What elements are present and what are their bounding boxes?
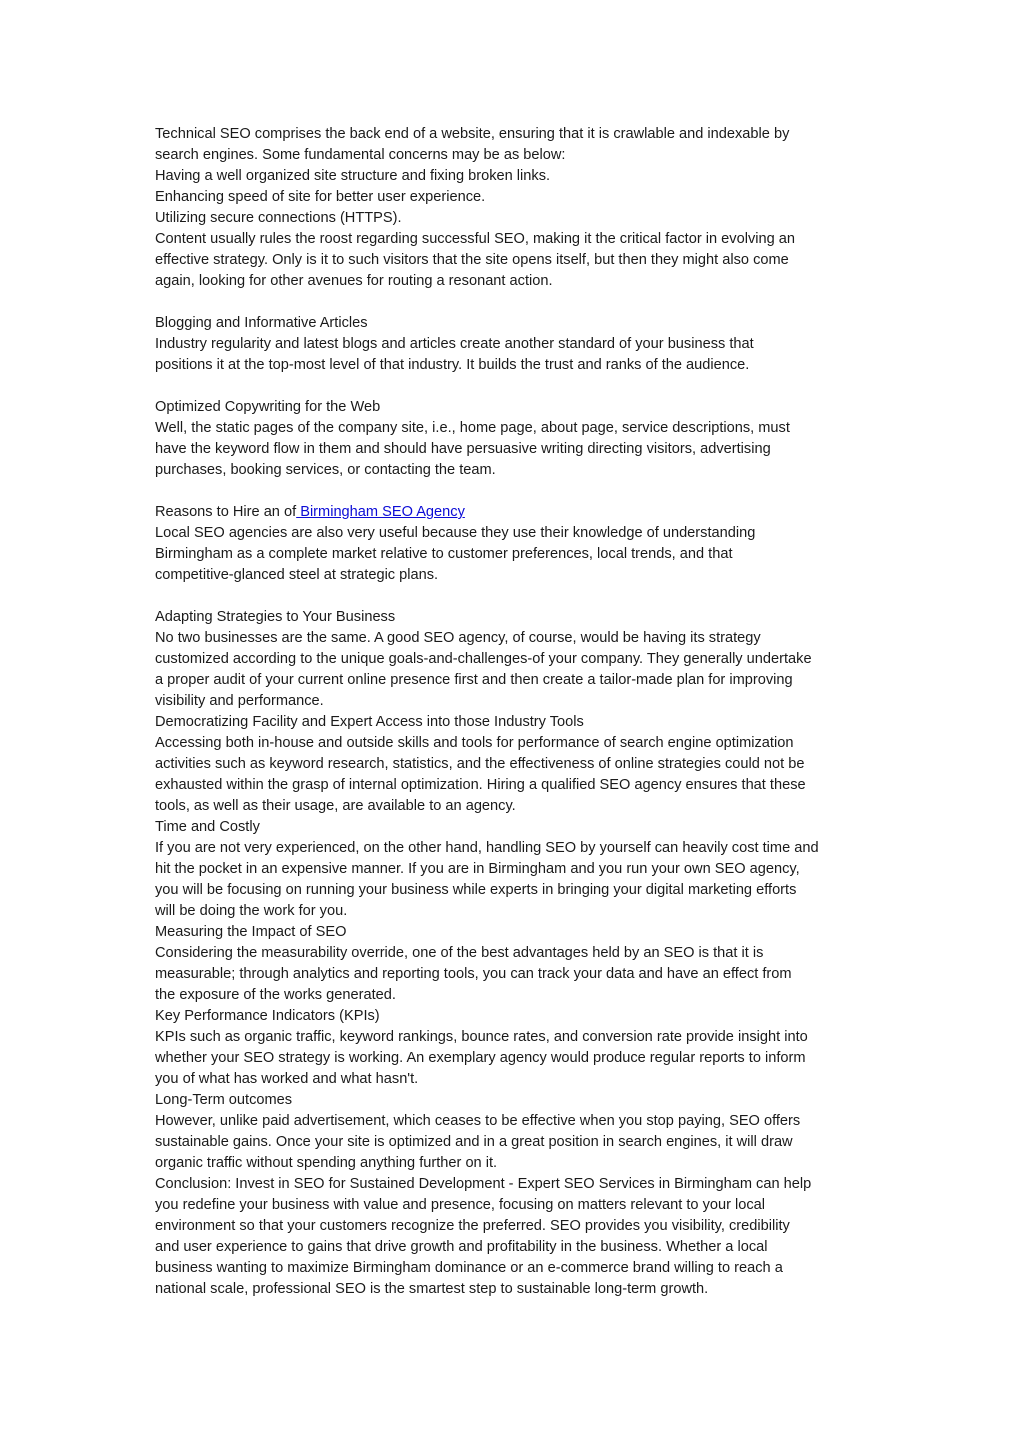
text-line: activities such as keyword research, statistics, and the effectiveness of online strategies could not be bbox=[155, 756, 805, 772]
text-line: Enhancing speed of site for better user experience. bbox=[155, 189, 486, 205]
text-line: whether your SEO strategy is working. An exemplary agency would produce regular reports to inform bbox=[155, 1050, 806, 1066]
text-line: have the keyword flow in them and should have persuasive writing directing visitors, advertising bbox=[155, 441, 771, 457]
text-line: measurable; through analytics and reporting tools, you can track your data and have an effect from bbox=[155, 966, 792, 982]
text-line: tools, as well as their usage, are available to an agency. bbox=[155, 798, 516, 814]
paragraph-gap bbox=[155, 376, 875, 397]
text-line: a proper audit of your current online presence first and then create a tailor-made plan for improving bbox=[155, 672, 793, 688]
reasons-heading bbox=[155, 502, 875, 523]
text-line: However, unlike paid advertisement, which ceases to be effective when you stop paying, SEO offers bbox=[155, 1113, 801, 1129]
text-line: Birmingham as a complete market relative to customer preferences, local trends, and that bbox=[155, 546, 733, 562]
text-line: Industry regularity and latest blogs and articles create another standard of your business that bbox=[155, 336, 754, 352]
text-line: exhausted within the grasp of internal optimization. Hiring a qualified SEO agency ensures that these bbox=[155, 777, 806, 793]
text-line: hit the pocket in an expensive manner. If you are in Birmingham and you run your own SEO agency, bbox=[155, 861, 800, 877]
text-line: Conclusion: Invest in SEO for Sustained Development - Expert SEO Services in Birmingham can help bbox=[155, 1176, 812, 1192]
text-line: positions it at the top-most level of that industry. It builds the trust and ranks of the audience. bbox=[155, 357, 750, 373]
text-line: Democratizing Facility and Expert Access into those Industry Tools bbox=[155, 714, 584, 730]
text-line: Time and Costly bbox=[155, 819, 260, 835]
text-line: No two businesses are the same. A good SEO agency, of course, would be having its strategy bbox=[155, 630, 761, 646]
text-line: Optimized Copywriting for the Web bbox=[155, 399, 381, 415]
text-line: will be doing the work for you. bbox=[155, 903, 348, 919]
text-line: Long-Term outcomes bbox=[155, 1092, 293, 1108]
text-line: visibility and performance. bbox=[155, 693, 324, 709]
paragraph-gap bbox=[155, 586, 875, 607]
birmingham-seo-agency-link[interactable]: Birmingham SEO Agency bbox=[296, 504, 465, 520]
text-line: Key Performance Indicators (KPIs) bbox=[155, 1008, 380, 1024]
text-line: search engines. Some fundamental concerns may be as below: bbox=[155, 147, 566, 163]
text-line: the exposure of the works generated. bbox=[155, 987, 396, 1003]
text-line: national scale, professional SEO is the smartest step to sustainable long-term growth. bbox=[155, 1281, 709, 1297]
text-line: and user experience to gains that drive growth and profitability in the business. Whether a local bbox=[155, 1239, 768, 1255]
text-line: Blogging and Informative Articles bbox=[155, 315, 368, 331]
text-line: If you are not very experienced, on the other hand, handling SEO by yourself can heavily cost time and bbox=[155, 840, 819, 856]
text-line: Utilizing secure connections (HTTPS). bbox=[155, 210, 402, 226]
text-line: Local SEO agencies are also very useful because they use their knowledge of understanding bbox=[155, 525, 756, 541]
text-line: Content usually rules the roost regarding successful SEO, making it the critical factor in evolving an bbox=[155, 231, 796, 247]
paragraph-gap bbox=[155, 481, 875, 502]
text-line: Considering the measurability override, one of the best advantages held by an SEO is that it is bbox=[155, 945, 764, 961]
text-line: organic traffic without spending anything further on it. bbox=[155, 1155, 498, 1171]
text-line: customized according to the unique goals-and-challenges-of your company. They generally undertake bbox=[155, 651, 812, 667]
text-line: sustainable gains. Once your site is optimized and in a great position in search engines, it will draw bbox=[155, 1134, 793, 1150]
text-line: Having a well organized site structure and fixing broken links. bbox=[155, 168, 551, 184]
text-line: Well, the static pages of the company site, i.e., home page, about page, service descriptions, must bbox=[155, 420, 790, 436]
reasons-heading-prefix: Reasons to Hire an of bbox=[155, 504, 297, 520]
text-line: Technical SEO comprises the back end of a website, ensuring that it is crawlable and indexable by bbox=[155, 126, 790, 142]
text-line: Adapting Strategies to Your Business bbox=[155, 609, 396, 625]
text-line: you of what has worked and what hasn't. bbox=[155, 1071, 419, 1087]
text-line: Accessing both in-house and outside skills and tools for performance of search engine optimization bbox=[155, 735, 794, 751]
text-line: again, looking for other avenues for routing a resonant action. bbox=[155, 273, 553, 289]
text-line: competitive-glanced steel at strategic plans. bbox=[155, 567, 439, 583]
text-line: you redefine your business with value and presence, focusing on matters relevant to your local bbox=[155, 1197, 766, 1213]
text-line: Measuring the Impact of SEO bbox=[155, 924, 347, 940]
text-line: purchases, booking services, or contacting the team. bbox=[155, 462, 496, 478]
text-line: KPIs such as organic traffic, keyword rankings, bounce rates, and conversion rate provide insight into bbox=[155, 1029, 808, 1045]
text-line: effective strategy. Only is it to such visitors that the site opens itself, but then they might also come bbox=[155, 252, 789, 268]
document-body bbox=[155, 124, 875, 1300]
text-line: business wanting to maximize Birmingham dominance or an e-commerce brand willing to reach a bbox=[155, 1260, 783, 1276]
text-line: environment so that your customers recognize the preferred. SEO provides you visibility, credibility bbox=[155, 1218, 790, 1234]
paragraph-gap bbox=[155, 292, 875, 313]
text-line: you will be focusing on running your business while experts in bringing your digital marketing efforts bbox=[155, 882, 797, 898]
